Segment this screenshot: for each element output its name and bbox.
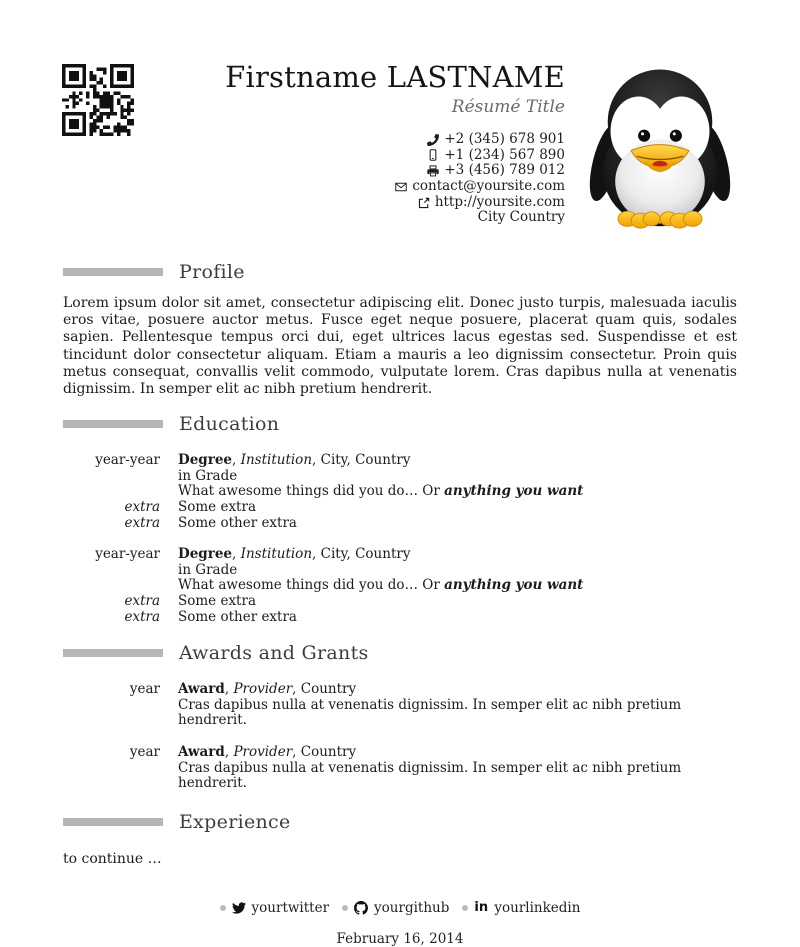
award-title-line: Award, Provider, Country xyxy=(178,743,357,760)
footer-link-linkedin[interactable] xyxy=(462,900,580,916)
entry-line-desc xyxy=(63,578,737,594)
entry-description: What awesome things did you do… Or anything you want xyxy=(178,577,584,594)
entry-extra-text: Some extra xyxy=(178,592,256,609)
entry-institution: Institution xyxy=(240,452,313,469)
section-heading-bar xyxy=(63,268,163,276)
github-icon xyxy=(354,901,368,915)
award-provider: Provider xyxy=(233,681,293,698)
entry-line-extra xyxy=(63,594,737,610)
penguin-image xyxy=(590,58,730,234)
entry-degree: Degree xyxy=(178,452,233,469)
entry-line-grade xyxy=(63,563,737,579)
award-country: Country xyxy=(300,743,357,760)
profile-paragraph: Lorem ipsum dolor sit amet, consectetur adipiscing elit. Donec justo turpis, malesuada iaculis eros vitae, posuere auctor metus. Fusce eget neque posuere, placerat quam quis, sodales sapien. Pellentesque tempus orci dui, eget ultrices lacus egestas sed. Suspendisse et est tincidunt dolor consectetur aliquam. Etiam a mauris a leo dignissim consectetur. Proin quis metus consequat, convallis velit commodo, vulputate lorem. Cras dapibus nulla at venenatis dignissim. In semper elit ac nibh pretium hendrerit. xyxy=(63,295,737,398)
bullet-dot xyxy=(342,905,348,911)
footer-link-label[interactable]: yourlinkedin xyxy=(494,899,581,916)
qr-code-image xyxy=(62,64,134,136)
fax-icon xyxy=(427,165,439,177)
entry-grade: in Grade xyxy=(178,561,238,578)
contact-mobile xyxy=(225,148,565,164)
contact-fax xyxy=(225,163,565,179)
section-heading-bar xyxy=(63,420,163,428)
entry-line-extra xyxy=(63,500,737,516)
entry-location: City, Country xyxy=(320,452,411,469)
entry-description-highlight: anything you want xyxy=(444,483,584,500)
entry-extra-label: extra xyxy=(124,608,160,625)
section-education-heading xyxy=(63,411,737,437)
footer-social-links xyxy=(63,900,737,916)
entry-line-extra xyxy=(63,610,737,626)
section-awards-heading xyxy=(63,640,737,666)
entry-degree-line: Degree, Institution, City, Country xyxy=(178,452,411,469)
contact-list xyxy=(225,132,565,226)
entry-line-desc xyxy=(63,761,737,792)
entry-extra-text: Some other extra xyxy=(178,514,297,531)
entry-years: year-year xyxy=(95,452,160,469)
entry-line-main xyxy=(63,682,737,698)
bullet-dot xyxy=(462,905,468,911)
award-provider: Provider xyxy=(233,743,293,760)
entry-years: year-year xyxy=(95,546,160,563)
email-icon xyxy=(395,181,407,193)
contact-email-text[interactable]: contact@yoursite.com xyxy=(412,178,565,194)
entry-line-main xyxy=(63,547,737,563)
entry-extra-label: extra xyxy=(124,592,160,609)
entry-line-grade xyxy=(63,469,737,485)
header-identity xyxy=(225,62,565,226)
phone-icon xyxy=(427,134,439,146)
footer-link-twitter[interactable] xyxy=(220,900,330,916)
footer-link-github[interactable] xyxy=(342,900,449,916)
bullet-dot xyxy=(220,905,226,911)
twitter-icon xyxy=(232,901,246,915)
entry-line-desc xyxy=(63,698,737,729)
contact-location-text: City Country xyxy=(477,209,565,226)
penguin-photo xyxy=(590,58,730,234)
entry-institution: Institution xyxy=(240,546,313,563)
award-name: Award xyxy=(178,743,225,760)
section-heading-bar xyxy=(63,818,163,826)
mobile-icon xyxy=(427,149,439,161)
entry-year: year xyxy=(129,743,160,760)
entry-extra-label: extra xyxy=(124,514,160,531)
section-title-education: Education xyxy=(179,413,280,436)
entry-year: year xyxy=(129,681,160,698)
section-title-experience: Experience xyxy=(179,810,291,833)
entry-extra-text: Some other extra xyxy=(178,608,297,625)
footer-date: February 16, 2014 xyxy=(336,930,464,947)
footer-link-label[interactable]: yourtwitter xyxy=(251,899,330,916)
resume-header xyxy=(0,0,800,238)
resume-title: Résumé Title xyxy=(451,96,565,117)
award-description: Cras dapibus nulla at venenatis dignissim. In semper elit ac nibh pretium hendrerit. xyxy=(178,759,682,792)
contact-phone xyxy=(225,132,565,148)
award-title-line: Award, Provider, Country xyxy=(178,681,357,698)
continue-note: to continue … xyxy=(63,850,162,867)
section-heading-bar xyxy=(63,649,163,657)
award-country: Country xyxy=(300,681,357,698)
contact-fax-text: +3 (456) 789 012 xyxy=(444,162,565,179)
resume-body xyxy=(0,259,800,947)
external-link-icon xyxy=(418,197,430,209)
award-entry xyxy=(63,682,737,729)
education-entry xyxy=(63,547,737,625)
linkedin-icon: in xyxy=(474,899,489,915)
contact-phone-text: +2 (345) 678 901 xyxy=(444,130,565,147)
resume-name: Firstname LASTNAME xyxy=(225,60,565,94)
entry-description-highlight: anything you want xyxy=(444,577,584,594)
entry-line-extra xyxy=(63,516,737,532)
entry-location: City, Country xyxy=(320,546,411,563)
section-title-profile: Profile xyxy=(179,261,245,283)
contact-website-text[interactable]: http://yoursite.com xyxy=(434,193,565,210)
entry-extra-text: Some extra xyxy=(178,499,256,515)
contact-location xyxy=(225,210,565,226)
entry-description: What awesome things did you do… Or anything you want xyxy=(178,483,584,500)
section-title-awards: Awards and Grants xyxy=(179,642,369,665)
award-description: Cras dapibus nulla at venenatis dignissim. In semper elit ac nibh pretium hendrerit. xyxy=(178,696,682,729)
entry-line-main xyxy=(63,453,737,469)
contact-mobile-text: +1 (234) 567 890 xyxy=(444,146,565,163)
education-entry xyxy=(63,453,737,531)
entry-extra-label: extra xyxy=(124,499,160,515)
entry-line-desc xyxy=(63,484,737,500)
footer-link-label[interactable]: yourgithub xyxy=(374,899,450,916)
entry-grade: in Grade xyxy=(178,467,238,484)
qr-code xyxy=(62,64,134,136)
contact-email[interactable] xyxy=(225,179,565,195)
entry-line-main xyxy=(63,745,737,761)
entry-degree: Degree xyxy=(178,546,233,563)
award-name: Award xyxy=(178,681,225,698)
section-experience-heading xyxy=(63,809,737,835)
entry-degree-line: Degree, Institution, City, Country xyxy=(178,546,411,563)
section-profile-heading xyxy=(63,259,737,285)
contact-website[interactable] xyxy=(225,195,565,211)
award-entry xyxy=(63,745,737,792)
